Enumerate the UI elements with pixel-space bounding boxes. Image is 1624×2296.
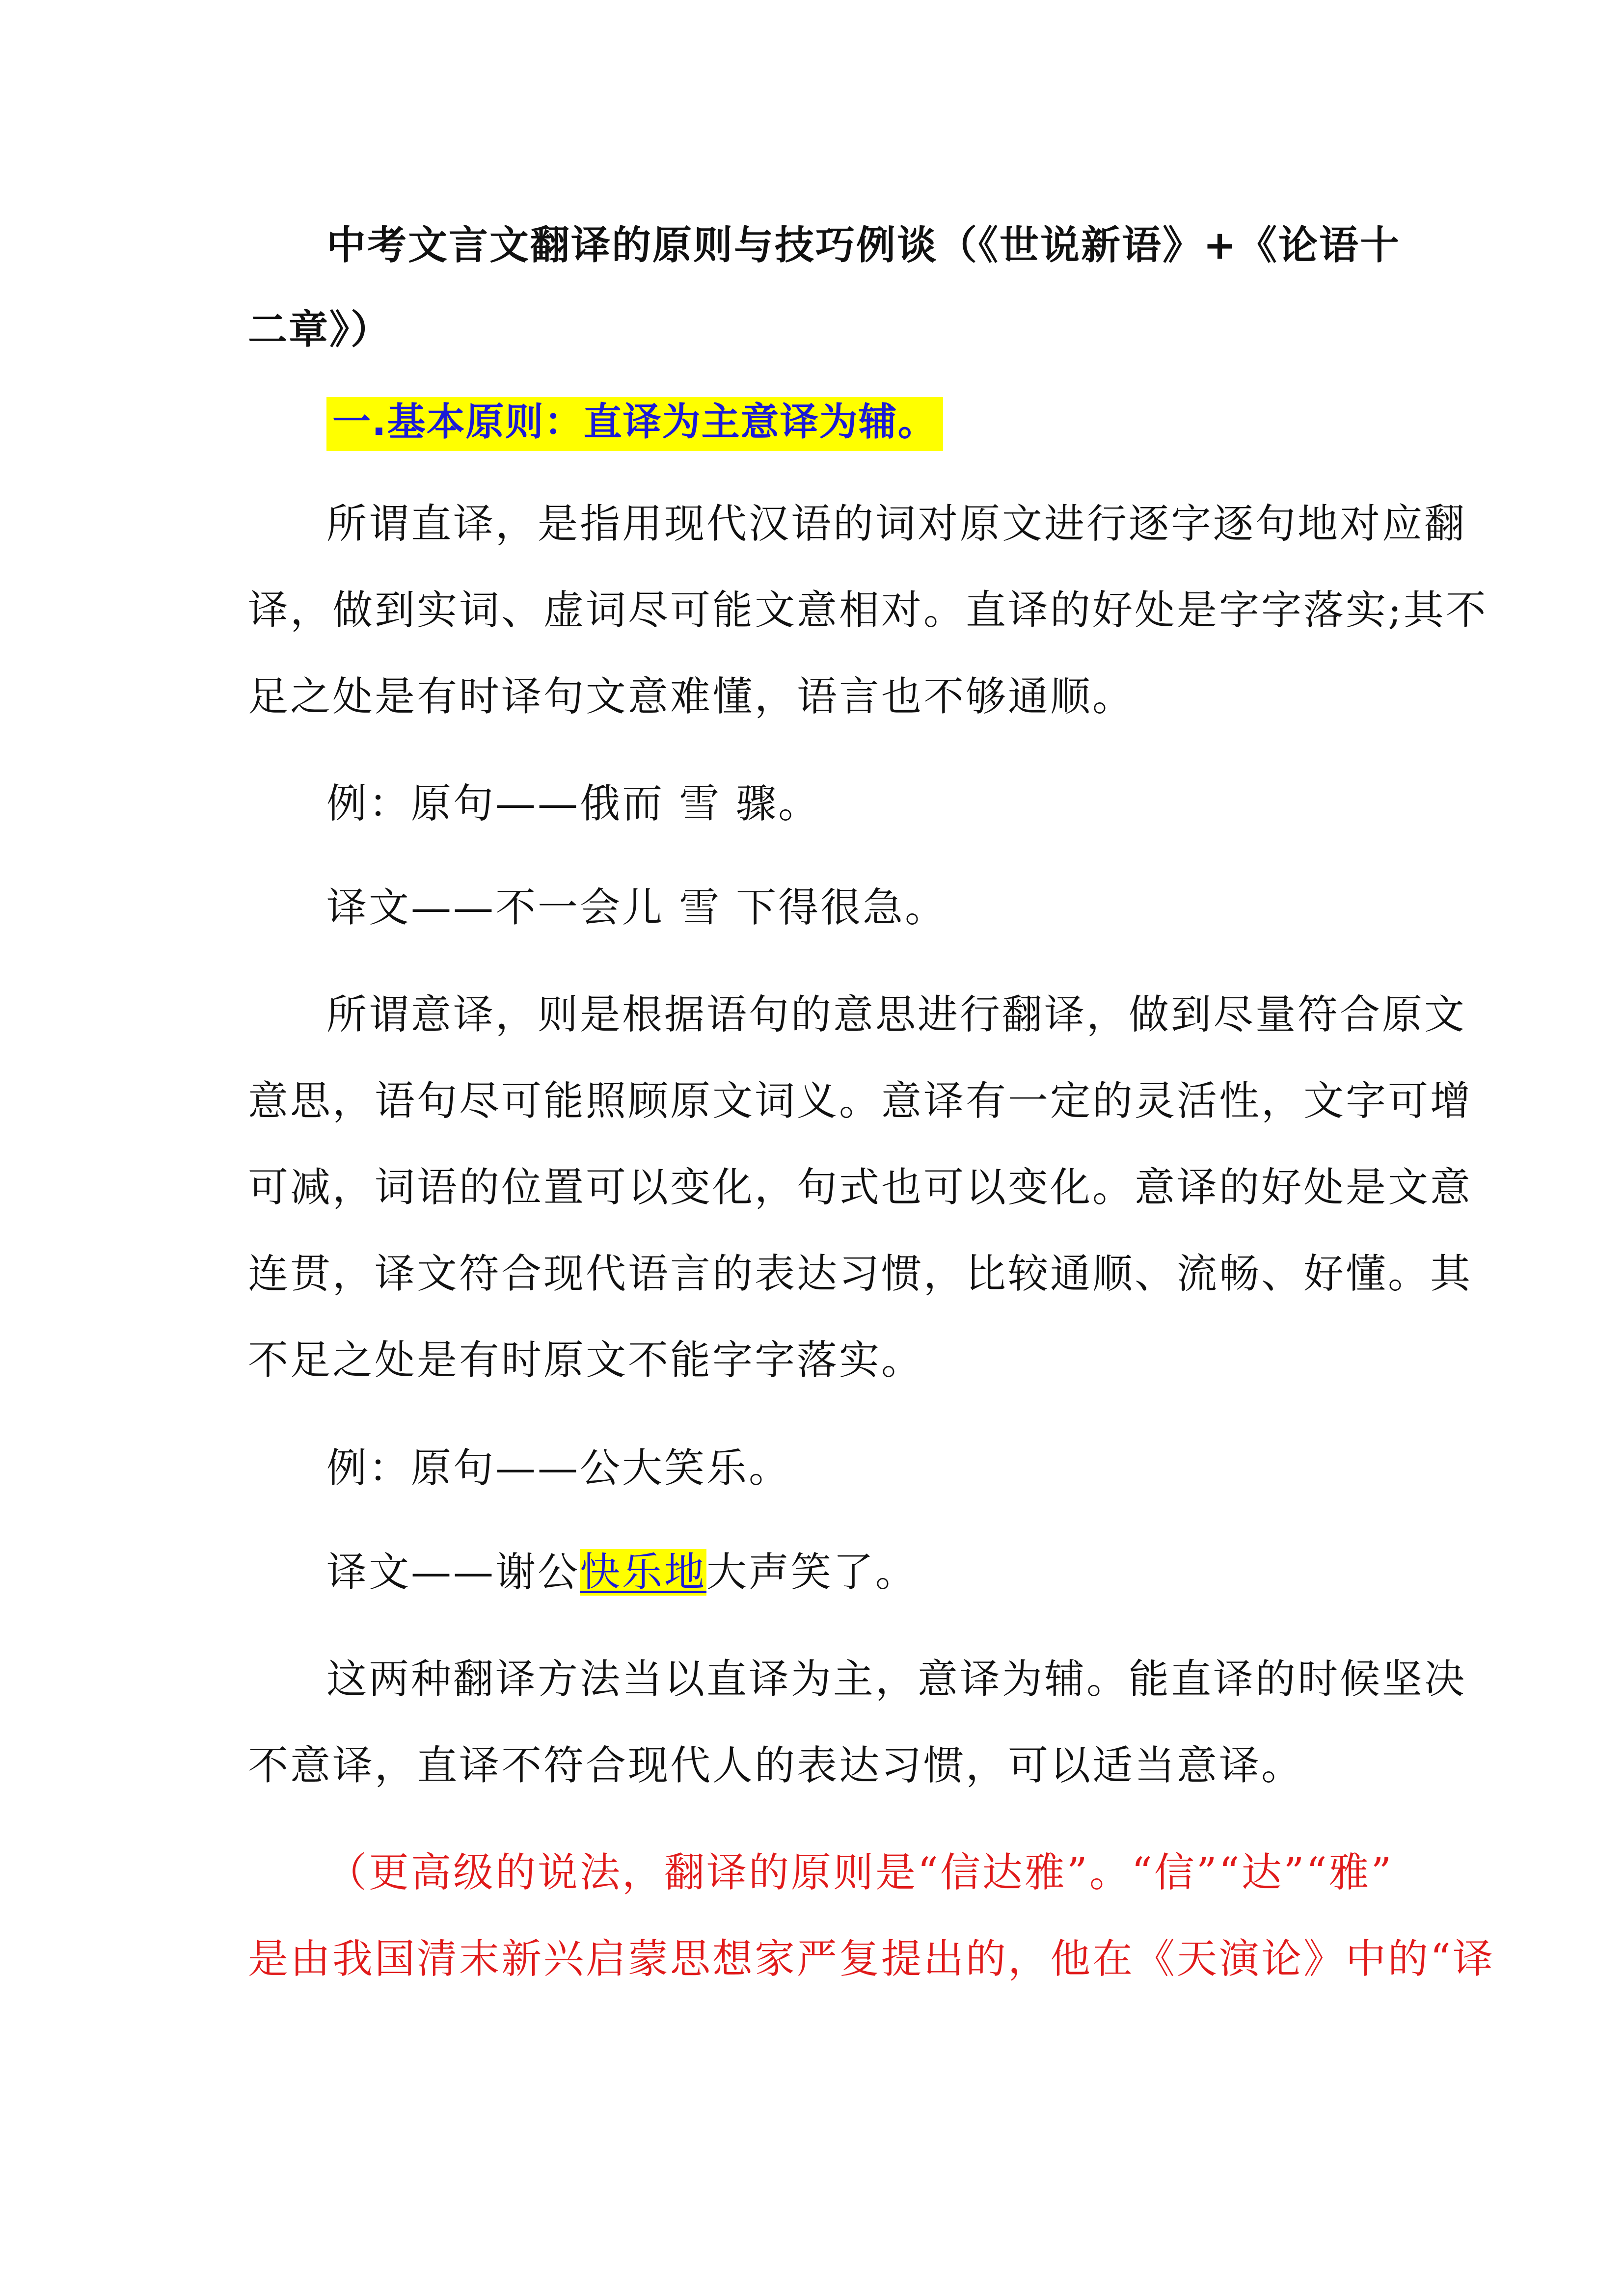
paragraph-free-line-1: 所谓意译，则是根据语句的意思进行翻译，做到尽量符合原文 — [326, 991, 1467, 1038]
section-heading-basic-principle — [326, 398, 1392, 447]
paragraph-literal-line-1: 所谓直译，是指用现代汉语的词对原文进行逐字逐句地对应翻 — [326, 501, 1467, 547]
example-2-original: 例：原句——公大笑乐。 — [326, 1445, 791, 1492]
paragraph-free-line-4: 连贯，译文符合现代语言的表达习惯，比较通顺、流畅、好懂。其 — [248, 1251, 1473, 1297]
paragraph-literal-line-2: 译，做到实词、虚词尽可能文意相对。直译的好处是字字落实;其不 — [248, 587, 1488, 634]
document-title-line-2: 二章》） — [248, 307, 391, 352]
paragraph-free-line-5: 不足之处是有时原文不能字字落实。 — [248, 1337, 924, 1384]
example-2-translation-suffix: 大声笑了。 — [706, 1549, 918, 1596]
highlighted-phrase: 快乐地 — [580, 1549, 707, 1596]
document-title-line-1: 中考文言文翻译的原则与技巧例谈（《世说新语》+《论语十 — [326, 222, 1401, 268]
example-1-translation: 译文——不一会儿 雪 下得很急。 — [326, 884, 947, 931]
paragraph-conclusion-line-1: 这两种翻译方法当以直译为主，意译为辅。能直译的时候坚决 — [326, 1656, 1467, 1703]
note-line-2: 是由我国清末新兴启蒙思想家严复提出的，他在《天演论》中的“译 — [248, 1936, 1495, 1982]
section-heading-text: 一.基本原则：直译为主意译为辅。 — [326, 397, 943, 451]
paragraph-conclusion-line-2: 不意译，直译不符合现代人的表达习惯，可以适当意译。 — [248, 1742, 1304, 1789]
paragraph-free-line-2: 意思，语句尽可能照顾原文词义。意译有一定的灵活性，文字可增 — [248, 1078, 1473, 1124]
paragraph-free-line-3: 可减，词语的位置可以变化，句式也可以变化。意译的好处是文意 — [248, 1164, 1473, 1211]
note-line-1: （更高级的说法，翻译的原则是“信达雅”。“信”“达”“雅” — [326, 1849, 1394, 1896]
example-2-translation — [326, 1548, 1392, 1597]
example-2-translation-prefix: 译文——谢公 — [326, 1549, 580, 1596]
example-1-original: 例：原句——俄而 雪 骤。 — [326, 780, 821, 827]
paragraph-literal-line-3: 足之处是有时译句文意难懂，语言也不够通顺。 — [248, 673, 1135, 720]
